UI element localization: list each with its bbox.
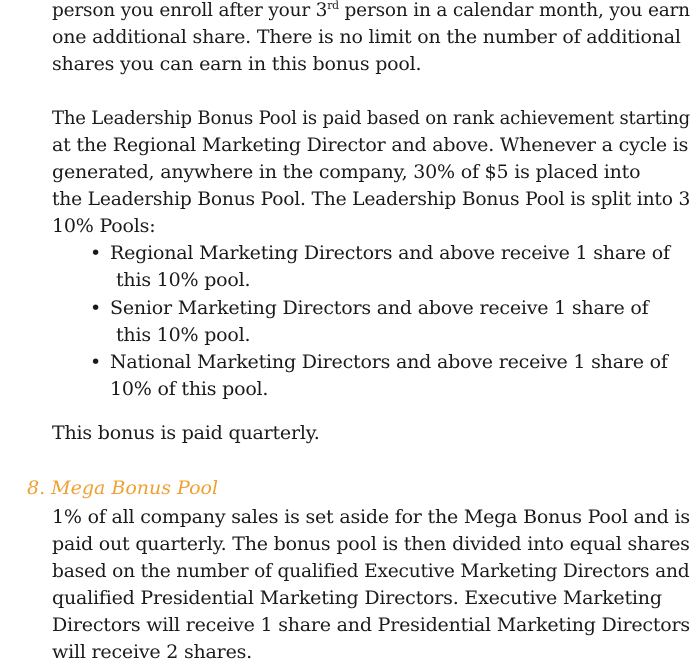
bullet-dot-1: • [90, 242, 102, 264]
leadership-line-2: at the Regional Marketing Director and above. Whenever a cycle is [52, 134, 689, 156]
intro-line-2: one additional share. There is no limit on the number of additional [52, 26, 681, 48]
leadership-line-5: 10% Pools: [52, 215, 156, 237]
bullet-3-line-2: 10% of this pool. [110, 378, 269, 400]
intro-line-3: shares you can earn in this bonus pool. [52, 53, 422, 75]
bullet-1-line-2: this 10% pool. [116, 269, 251, 291]
leadership-line-1: The Leadership Bonus Pool is paid based on rank achievement starting [52, 107, 691, 129]
bullet-1-line-1: Regional Marketing Directors and above receive 1 share of [110, 242, 670, 264]
mega-line-1: 1% of all company sales is set aside for the Mega Bonus Pool and is [52, 506, 690, 528]
intro-line-1: person you enroll after your 3rd person in a calendar month, you earn [52, 0, 690, 21]
mega-line-2: paid out quarterly. The bonus pool is then divided into equal shares [52, 533, 690, 555]
bullet-2-line-1: Senior Marketing Directors and above receive 1 share of [110, 297, 649, 319]
bullet-2-line-2: this 10% pool. [116, 324, 251, 346]
bullet-dot-2: • [90, 297, 102, 319]
bullet-3-line-1: National Marketing Directors and above receive 1 share of [110, 351, 668, 373]
leadership-line-4: the Leadership Bonus Pool. The Leadership Bonus Pool is split into 3 [52, 188, 691, 210]
mega-line-6: will receive 2 shares. [52, 641, 252, 663]
leadership-closing: This bonus is paid quarterly. [52, 422, 320, 444]
ordinal-superscript: rd [327, 0, 339, 12]
mega-line-5: Directors will receive 1 share and Presidential Marketing Directors [52, 614, 690, 636]
mega-bonus-pool-heading: 8. Mega Bonus Pool [27, 477, 219, 499]
bullet-dot-3: • [90, 351, 102, 373]
leadership-line-3: generated, anywhere in the company, 30% of $5 is placed into [52, 161, 641, 183]
mega-line-4: qualified Presidential Marketing Directors. Executive Marketing [52, 587, 662, 609]
mega-line-3: based on the number of qualified Executive Marketing Directors and [52, 560, 690, 582]
